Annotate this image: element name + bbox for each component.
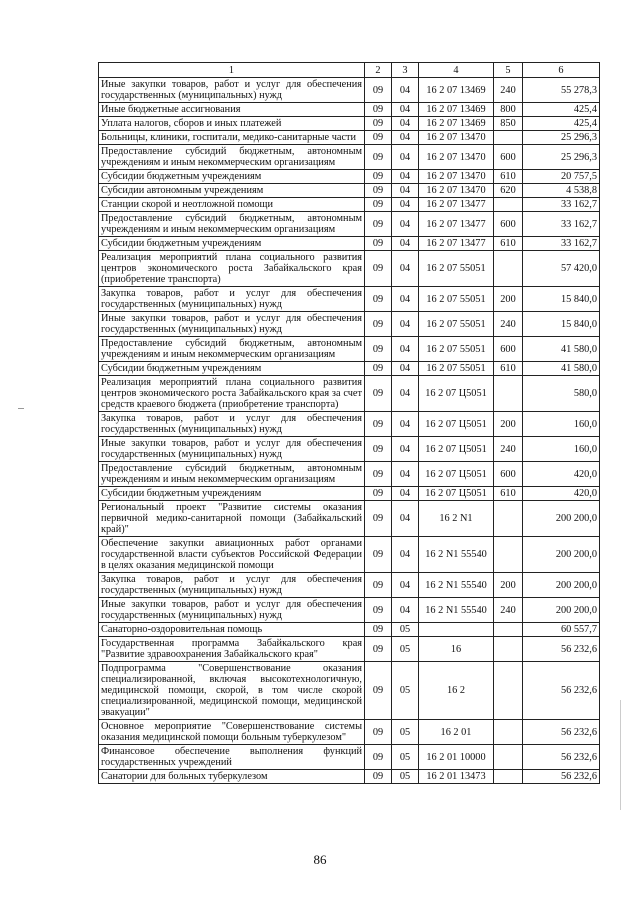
header-cell: 2: [365, 63, 392, 78]
row-subsection-cell: 04: [392, 78, 419, 103]
row-section-cell: 09: [365, 376, 392, 412]
row-name-cell: Предоставление субсидий бюджетным, автономным учреждениям и иным некоммерческим организациям: [99, 212, 365, 237]
row-subsection-cell: 04: [392, 145, 419, 170]
row-target-code-cell: 16 2 01 10000: [419, 745, 494, 770]
table-row: [99, 237, 600, 251]
row-target-code-cell: 16 2 07 13470: [419, 145, 494, 170]
table-row: [99, 412, 600, 437]
row-amount-cell: 160,0: [523, 412, 600, 437]
row-section-cell: 09: [365, 337, 392, 362]
row-expense-type-cell: [494, 745, 523, 770]
row-name-cell: Государственная программа Забайкальского края "Развитие здравоохранения Забайкальского края": [99, 637, 365, 662]
table-row: [99, 170, 600, 184]
table-row: [99, 78, 600, 103]
row-subsection-cell: 04: [392, 362, 419, 376]
row-name-cell: Станции скорой и неотложной помощи: [99, 198, 365, 212]
row-section-cell: 09: [365, 312, 392, 337]
row-amount-cell: 160,0: [523, 437, 600, 462]
row-expense-type-cell: 200: [494, 573, 523, 598]
table-row: [99, 770, 600, 784]
row-expense-type-cell: [494, 662, 523, 720]
row-target-code-cell: 16 2 07 13469: [419, 103, 494, 117]
row-target-code-cell: [419, 623, 494, 637]
row-name-cell: Больницы, клиники, госпитали, медико-санитарные части: [99, 131, 365, 145]
row-amount-cell: 420,0: [523, 487, 600, 501]
row-section-cell: 09: [365, 770, 392, 784]
row-expense-type-cell: 240: [494, 598, 523, 623]
table-row: [99, 117, 600, 131]
row-subsection-cell: 04: [392, 337, 419, 362]
row-name-cell: Субсидии бюджетным учреждениям: [99, 362, 365, 376]
row-name-cell: Иные закупки товаров, работ и услуг для обеспечения государственных (муниципальных) нужд: [99, 312, 365, 337]
row-section-cell: 09: [365, 437, 392, 462]
row-section-cell: 09: [365, 745, 392, 770]
row-expense-type-cell: 610: [494, 487, 523, 501]
row-section-cell: 09: [365, 237, 392, 251]
row-target-code-cell: 16 2: [419, 662, 494, 720]
row-name-cell: Предоставление субсидий бюджетным, автономным учреждениям и иным некоммерческим организациям: [99, 145, 365, 170]
row-section-cell: 09: [365, 623, 392, 637]
row-section-cell: 09: [365, 501, 392, 537]
row-section-cell: 09: [365, 412, 392, 437]
budget-table-body: [99, 63, 600, 784]
page-number: 86: [313, 852, 327, 867]
row-section-cell: 09: [365, 537, 392, 573]
row-subsection-cell: 04: [392, 103, 419, 117]
row-subsection-cell: 04: [392, 287, 419, 312]
row-amount-cell: 60 557,7: [523, 623, 600, 637]
row-section-cell: 09: [365, 145, 392, 170]
row-section-cell: 09: [365, 212, 392, 237]
row-target-code-cell: 16 2 07 13477: [419, 198, 494, 212]
row-amount-cell: 25 296,3: [523, 131, 600, 145]
row-section-cell: 09: [365, 170, 392, 184]
table-row: [99, 376, 600, 412]
row-target-code-cell: 16 2 07 Ц5051: [419, 487, 494, 501]
row-subsection-cell: 04: [392, 184, 419, 198]
row-section-cell: 09: [365, 662, 392, 720]
row-amount-cell: 56 232,6: [523, 637, 600, 662]
table-row: [99, 131, 600, 145]
row-expense-type-cell: [494, 131, 523, 145]
row-expense-type-cell: 600: [494, 145, 523, 170]
row-amount-cell: 56 232,6: [523, 745, 600, 770]
row-expense-type-cell: [494, 198, 523, 212]
row-section-cell: 09: [365, 462, 392, 487]
row-expense-type-cell: 600: [494, 212, 523, 237]
row-name-cell: Предоставление субсидий бюджетным, автономным учреждениям и иным некоммерческим организациям: [99, 462, 365, 487]
row-name-cell: Субсидии бюджетным учреждениям: [99, 237, 365, 251]
table-header-row: [99, 63, 600, 78]
row-amount-cell: 55 278,3: [523, 78, 600, 103]
row-target-code-cell: 16 2 07 Ц5051: [419, 437, 494, 462]
row-section-cell: 09: [365, 598, 392, 623]
row-target-code-cell: 16 2 01 13473: [419, 770, 494, 784]
row-name-cell: Уплата налогов, сборов и иных платежей: [99, 117, 365, 131]
row-expense-type-cell: [494, 623, 523, 637]
row-expense-type-cell: [494, 637, 523, 662]
row-expense-type-cell: [494, 537, 523, 573]
row-expense-type-cell: 200: [494, 412, 523, 437]
row-expense-type-cell: 240: [494, 78, 523, 103]
row-subsection-cell: 05: [392, 745, 419, 770]
table-row: [99, 287, 600, 312]
row-name-cell: Закупка товаров, работ и услуг для обеспечения государственных (муниципальных) нужд: [99, 287, 365, 312]
row-subsection-cell: 04: [392, 212, 419, 237]
row-name-cell: Иные закупки товаров, работ и услуг для обеспечения государственных (муниципальных) нужд: [99, 437, 365, 462]
row-amount-cell: 15 840,0: [523, 312, 600, 337]
row-target-code-cell: 16 2 01: [419, 720, 494, 745]
row-target-code-cell: 16 2 07 55051: [419, 312, 494, 337]
row-target-code-cell: 16 2 07 13469: [419, 117, 494, 131]
row-name-cell: Субсидии бюджетным учреждениям: [99, 170, 365, 184]
row-expense-type-cell: 200: [494, 287, 523, 312]
row-amount-cell: 200 200,0: [523, 501, 600, 537]
table-row: [99, 103, 600, 117]
row-expense-type-cell: 610: [494, 362, 523, 376]
row-amount-cell: 200 200,0: [523, 573, 600, 598]
table-row: [99, 637, 600, 662]
row-section-cell: 09: [365, 103, 392, 117]
row-amount-cell: 200 200,0: [523, 537, 600, 573]
row-subsection-cell: 04: [392, 131, 419, 145]
table-row: [99, 501, 600, 537]
row-target-code-cell: 16: [419, 637, 494, 662]
row-name-cell: Иные бюджетные ассигнования: [99, 103, 365, 117]
row-name-cell: Субсидии бюджетным учреждениям: [99, 487, 365, 501]
row-name-cell: Обеспечение закупки авиационных работ органами государственной власти субъектов Российской Федерации в целях оказания медицинской помощи: [99, 537, 365, 573]
row-amount-cell: 15 840,0: [523, 287, 600, 312]
row-expense-type-cell: 240: [494, 312, 523, 337]
row-expense-type-cell: [494, 720, 523, 745]
row-target-code-cell: 16 2 07 55051: [419, 287, 494, 312]
row-target-code-cell: 16 2 07 Ц5051: [419, 462, 494, 487]
row-expense-type-cell: [494, 251, 523, 287]
row-amount-cell: 56 232,6: [523, 770, 600, 784]
row-subsection-cell: 04: [392, 573, 419, 598]
row-section-cell: 09: [365, 720, 392, 745]
table-row: [99, 198, 600, 212]
row-section-cell: 09: [365, 573, 392, 598]
row-name-cell: Санатории для больных туберкулезом: [99, 770, 365, 784]
header-cell: 1: [99, 63, 365, 78]
table-row: [99, 573, 600, 598]
row-name-cell: Реализация мероприятий плана социального развития центров экономического роста Забайкальского края (приобретение транспорта): [99, 251, 365, 287]
row-target-code-cell: 16 2 07 13470: [419, 170, 494, 184]
row-expense-type-cell: 240: [494, 437, 523, 462]
scan-margin-bar: [620, 700, 621, 810]
scan-margin-mark: [18, 408, 24, 409]
row-target-code-cell: 16 2 07 55051: [419, 362, 494, 376]
row-subsection-cell: 04: [392, 501, 419, 537]
row-amount-cell: 41 580,0: [523, 362, 600, 376]
row-amount-cell: 57 420,0: [523, 251, 600, 287]
table-row: [99, 720, 600, 745]
row-amount-cell: 20 757,5: [523, 170, 600, 184]
row-section-cell: 09: [365, 184, 392, 198]
row-target-code-cell: 16 2 07 13477: [419, 212, 494, 237]
row-target-code-cell: 16 2 07 13477: [419, 237, 494, 251]
row-target-code-cell: 16 2 N1 55540: [419, 537, 494, 573]
row-subsection-cell: 04: [392, 312, 419, 337]
row-name-cell: Иные закупки товаров, работ и услуг для обеспечения государственных (муниципальных) нужд: [99, 598, 365, 623]
row-name-cell: Иные закупки товаров, работ и услуг для обеспечения государственных (муниципальных) нужд: [99, 78, 365, 103]
row-amount-cell: 41 580,0: [523, 337, 600, 362]
row-expense-type-cell: 610: [494, 237, 523, 251]
row-subsection-cell: 04: [392, 117, 419, 131]
table-row: [99, 337, 600, 362]
row-expense-type-cell: 600: [494, 462, 523, 487]
row-expense-type-cell: 620: [494, 184, 523, 198]
row-subsection-cell: 05: [392, 623, 419, 637]
row-amount-cell: 425,4: [523, 103, 600, 117]
row-section-cell: 09: [365, 287, 392, 312]
table-row: [99, 462, 600, 487]
row-target-code-cell: 16 2 N1: [419, 501, 494, 537]
row-expense-type-cell: [494, 770, 523, 784]
row-name-cell: Закупка товаров, работ и услуг для обеспечения государственных (муниципальных) нужд: [99, 412, 365, 437]
row-target-code-cell: 16 2 07 55051: [419, 337, 494, 362]
row-expense-type-cell: 850: [494, 117, 523, 131]
row-section-cell: 09: [365, 487, 392, 501]
row-subsection-cell: 04: [392, 487, 419, 501]
table-row: [99, 145, 600, 170]
row-section-cell: 09: [365, 362, 392, 376]
row-section-cell: 09: [365, 198, 392, 212]
row-subsection-cell: 04: [392, 412, 419, 437]
table-row: [99, 623, 600, 637]
header-cell: 5: [494, 63, 523, 78]
table-row: [99, 437, 600, 462]
row-name-cell: Санаторно-оздоровительная помощь: [99, 623, 365, 637]
row-target-code-cell: 16 2 07 13469: [419, 78, 494, 103]
row-name-cell: Основное мероприятие "Совершенствование системы оказания медицинской помощи больным туберкулезом": [99, 720, 365, 745]
row-amount-cell: 420,0: [523, 462, 600, 487]
header-cell: 6: [523, 63, 600, 78]
row-subsection-cell: 04: [392, 462, 419, 487]
row-name-cell: Подпрограмма "Совершенствование оказания специализированной, включая высокотехнологичную, медицинской помощи, скорой, в том числе скорой специализированной, медицинской помощи, медицинской эвакуации": [99, 662, 365, 720]
row-amount-cell: 33 162,7: [523, 212, 600, 237]
table-row: [99, 312, 600, 337]
row-subsection-cell: 04: [392, 437, 419, 462]
row-section-cell: 09: [365, 78, 392, 103]
row-subsection-cell: 04: [392, 198, 419, 212]
row-amount-cell: 200 200,0: [523, 598, 600, 623]
row-name-cell: Предоставление субсидий бюджетным, автономным учреждениям и иным некоммерческим организациям: [99, 337, 365, 362]
row-amount-cell: 33 162,7: [523, 237, 600, 251]
table-row: [99, 662, 600, 720]
table-row: [99, 537, 600, 573]
row-target-code-cell: 16 2 N1 55540: [419, 573, 494, 598]
row-name-cell: Закупка товаров, работ и услуг для обеспечения государственных (муниципальных) нужд: [99, 573, 365, 598]
row-expense-type-cell: [494, 501, 523, 537]
row-target-code-cell: 16 2 07 13470: [419, 131, 494, 145]
row-section-cell: 09: [365, 131, 392, 145]
row-target-code-cell: 16 2 07 55051: [419, 251, 494, 287]
row-amount-cell: 33 162,7: [523, 198, 600, 212]
row-expense-type-cell: [494, 376, 523, 412]
header-cell: 4: [419, 63, 494, 78]
row-target-code-cell: 16 2 07 Ц5051: [419, 376, 494, 412]
row-amount-cell: 25 296,3: [523, 145, 600, 170]
row-target-code-cell: 16 2 N1 55540: [419, 598, 494, 623]
row-name-cell: Субсидии автономным учреждениям: [99, 184, 365, 198]
row-section-cell: 09: [365, 251, 392, 287]
row-amount-cell: 56 232,6: [523, 662, 600, 720]
row-subsection-cell: 04: [392, 170, 419, 184]
budget-table: [98, 62, 600, 784]
row-subsection-cell: 04: [392, 251, 419, 287]
row-subsection-cell: 04: [392, 537, 419, 573]
row-target-code-cell: 16 2 07 Ц5051: [419, 412, 494, 437]
row-expense-type-cell: 800: [494, 103, 523, 117]
row-expense-type-cell: 610: [494, 170, 523, 184]
table-row: [99, 362, 600, 376]
table-row: [99, 487, 600, 501]
row-subsection-cell: 05: [392, 662, 419, 720]
row-name-cell: Реализация мероприятий плана социального развития центров экономического роста Забайкальского края за счет средств краевого бюджета (приобретение транспорта): [99, 376, 365, 412]
row-subsection-cell: 04: [392, 376, 419, 412]
row-subsection-cell: 05: [392, 720, 419, 745]
row-subsection-cell: 04: [392, 237, 419, 251]
row-amount-cell: 4 538,8: [523, 184, 600, 198]
table-row: [99, 598, 600, 623]
row-subsection-cell: 05: [392, 770, 419, 784]
row-amount-cell: 425,4: [523, 117, 600, 131]
row-subsection-cell: 05: [392, 637, 419, 662]
row-name-cell: Региональный проект "Развитие системы оказания первичной медико-санитарной помощи (Забайкальский край)": [99, 501, 365, 537]
row-section-cell: 09: [365, 637, 392, 662]
row-section-cell: 09: [365, 117, 392, 131]
row-expense-type-cell: 600: [494, 337, 523, 362]
row-amount-cell: 580,0: [523, 376, 600, 412]
row-subsection-cell: 04: [392, 598, 419, 623]
table-row: [99, 184, 600, 198]
table-row: [99, 745, 600, 770]
row-target-code-cell: 16 2 07 13470: [419, 184, 494, 198]
table-row: [99, 251, 600, 287]
header-cell: 3: [392, 63, 419, 78]
row-name-cell: Финансовое обеспечение выполнения функций государственных учреждений: [99, 745, 365, 770]
row-amount-cell: 56 232,6: [523, 720, 600, 745]
table-row: [99, 212, 600, 237]
